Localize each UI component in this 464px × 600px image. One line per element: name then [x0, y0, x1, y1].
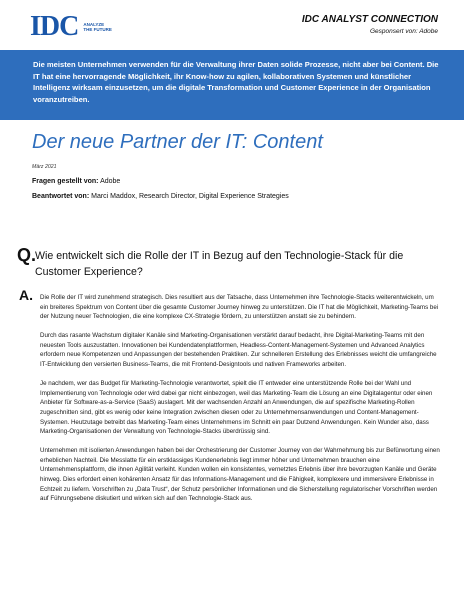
page-header — [0, 0, 464, 50]
question-text: Wie entwickelt sich die Rolle der IT in Bezug auf den Technologie-Stack für die Customer Experience? — [35, 250, 404, 278]
answered-by-label: Beantwortet von: — [32, 193, 90, 200]
publication-date: März 2021 — [32, 164, 57, 170]
idc-logo — [30, 13, 113, 41]
answered-by — [32, 193, 289, 200]
questions-by-label: Fragen gestellt von: — [32, 178, 99, 185]
idc-logo-text: IDC — [30, 11, 79, 42]
summary-banner — [0, 50, 464, 120]
answer-body — [40, 293, 440, 513]
sponsor-label: Gesponsert von: Adobe — [369, 28, 438, 35]
answer-paragraph: Durch das rasante Wachstum digitaler Kanäle sind Marketing-Organisationen verstärkt darauf bedacht, ihre Digital-Marketing-Teams mit den neuesten Tools auszustatten. Innovationen bei Kundendatenplattformen, Headless-Content-Management-Systemen und Advanced Analytics erfordern neue Kompetenzen und Anpassungen der bestehenden Praktiken. Zur schnelleren Erstellung des Erlebnisses weicht die umfangreiche IT-Entwicklung den versierten Business-Teams, die mit Frontend-Designtools und nativen Frameworks arbeiten. — [40, 332, 437, 369]
questions-by — [32, 178, 120, 185]
answer-marker: A. — [19, 287, 33, 303]
document-title: Der neue Partner der IT: Content — [32, 131, 323, 153]
question-marker: Q. — [17, 245, 37, 265]
idc-logo-tagline: ANALYZE THE FUTURE — [83, 22, 112, 32]
summary-text: Die meisten Unternehmen verwenden für die Verwaltung ihrer Daten solide Prozesse, nicht aber bei Content. Die IT hat eine hervorragende Möglichkeit, ihr Know-how zu agilen, kollaborativen Systemen und künstlicher Intelligenz wirksam einzusetzen, um die digitale Transformation und Customer Experience in der Organisation voranzutreiben. — [33, 60, 439, 104]
answer-paragraph: Je nachdem, wer das Budget für Marketing-Technologie verantwortet, spielt die IT entweder eine unterstützende Rolle bei der Wahl und Implementierung von Technologie oder wird dabei gar nicht einbezogen, weil das Marketing-Team die Lösung an eine Digitalagentur oder einen Anbieter für Software-as-a-Service (SaaS) auslagert. Mit der wachsenden Anzahl an Anwendungen, die auf spezifische Marketing-Rollen zugeschnitten sind, gibt es wenig oder keine Integration zwischen diesen oder zu Unternehmensanwendungen und Content-Management-Systemen. Heutzutage betreibt das Marketing-Team eines Unternehmens im Schnitt ein paar Dutzend Anwendungen. Kein Wunder also, dass Marketing-Organisationen der Verwaltung von Technologie-Stacks überdrüssig sind. — [40, 380, 433, 436]
answer-paragraph: Die Rolle der IT wird zunehmend strategisch. Dies resultiert aus der Tatsache, dass Unternehmen ihre Technologie-Stacks weiterentwickeln, um ein breiteres Spektrum von Content über die gesamte Customer Journey hinweg zu unterstützen. Die IT hat die Möglichkeit, Marketing-Teams bei der Nutzung neuer Technologien, die eine komplexe CX-Strategie fördern, zu unterstützen anstatt sie zu behindern. — [40, 294, 439, 321]
answered-by-value: Marci Maddox, Research Director, Digital Experience Strategies — [91, 193, 289, 200]
questions-by-value: Adobe — [100, 178, 121, 185]
answer-paragraph: Unternehmen mit isolierten Anwendungen haben bei der Orchestrierung der Customer Journey von der Wahrnehmung bis zur Befürwortung einen erheblichen Nachteil. Die Messlatte für ein erstklassiges Kundenerlebnis liegt immer höher und Unternehmen brauchen eine Unternehmensplattform, die ihnen Agilität verleiht. Kunden wollen ein konsistentes, vernetztes Erlebnis über ihre bevorzugten Kanäle und Geräte hinweg. Dies erfordert einen kohärenten Ansatz für das Informations-Management und die Fähigkeit, komplexere und immersivere Erlebnisse in Echtzeit zu liefern. Vorschriften zu „Data Trust“, der Schutz persönlicher Informationen und die Sicherstellung regulatorischer Vorschriften werden auf Führungsebene diskutiert und wirken sich auf den Technologie-Stack aus. — [40, 447, 440, 503]
analyst-connection-label: IDC ANALYST CONNECTION — [301, 14, 438, 25]
